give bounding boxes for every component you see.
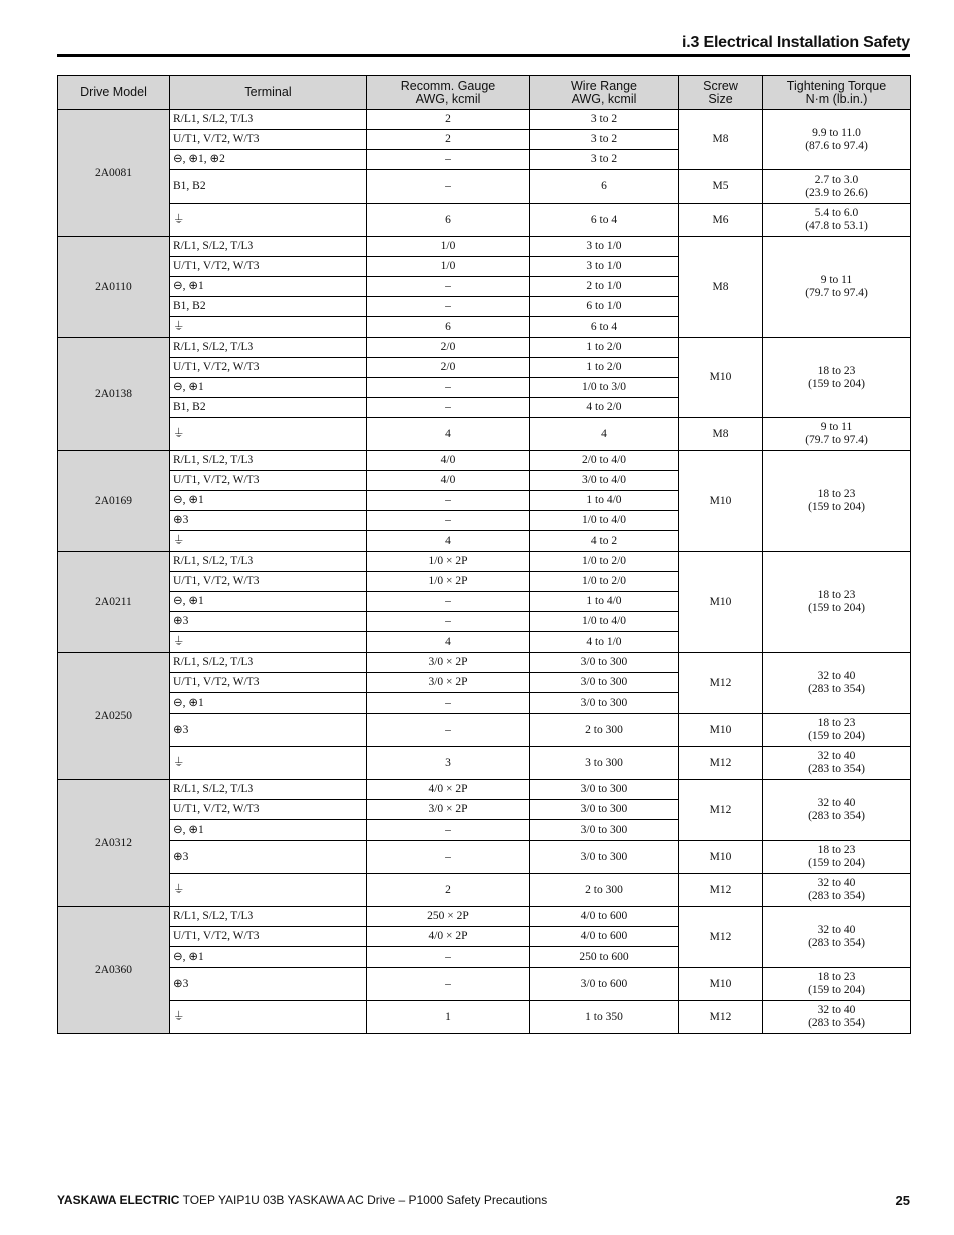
recomm-gauge-cell: – [367, 398, 530, 418]
wire-range-cell: 1/0 to 3/0 [530, 378, 679, 398]
wire-range-cell: 6 to 4 [530, 317, 679, 338]
recomm-gauge-cell: – [367, 277, 530, 297]
screw-size-cell: M10 [679, 338, 763, 418]
recomm-gauge-cell: – [367, 612, 530, 632]
wire-range-cell: 2 to 300 [530, 714, 679, 747]
wire-range-cell: 1/0 to 2/0 [530, 552, 679, 572]
wire-range-cell: 1/0 to 4/0 [530, 612, 679, 632]
torque-cell: 18 to 23 (159 to 204) [763, 338, 911, 418]
footer-brand: YASKAWA ELECTRIC [57, 1193, 180, 1207]
recomm-gauge-cell: – [367, 297, 530, 317]
torque-cell: 9.9 to 11.0 (87.6 to 97.4) [763, 110, 911, 170]
terminal-cell: U/T1, V/T2, W/T3 [170, 572, 367, 592]
terminal-cell: R/L1, S/L2, T/L3 [170, 237, 367, 257]
table-row [58, 170, 911, 204]
terminal-cell: B1, B2 [170, 297, 367, 317]
terminal-cell: U/T1, V/T2, W/T3 [170, 471, 367, 491]
wire-range-cell: 3 to 2 [530, 150, 679, 170]
recomm-gauge-cell: 3 [367, 747, 530, 780]
drive-model-cell: 2A0360 [58, 907, 170, 1034]
section-title: i.3 Electrical Installation Safety [682, 34, 910, 51]
page-number: 25 [895, 1193, 910, 1208]
torque-cell: 18 to 23 (159 to 204) [763, 714, 911, 747]
terminal-cell: ⏚ [170, 632, 367, 653]
screw-size-cell: M12 [679, 874, 763, 907]
recomm-gauge-cell: 4 [367, 418, 530, 451]
recomm-gauge-cell: 1/0 [367, 237, 530, 257]
torque-cell: 18 to 23 (159 to 204) [763, 451, 911, 552]
wire-range-cell: 3/0 to 300 [530, 653, 679, 673]
recomm-gauge-cell: – [367, 947, 530, 968]
wire-range-cell: 2 to 300 [530, 874, 679, 907]
wire-range-cell: 3/0 to 600 [530, 968, 679, 1001]
col-recomm-gauge: Recomm. Gauge AWG, kcmil [367, 76, 530, 110]
table-row [58, 874, 911, 907]
screw-size-cell: M12 [679, 747, 763, 780]
recomm-gauge-cell: – [367, 820, 530, 841]
wire-range-cell: 3/0 to 300 [530, 693, 679, 714]
wire-range-cell: 4 [530, 418, 679, 451]
recomm-gauge-cell: 6 [367, 317, 530, 338]
wire-range-cell: 250 to 600 [530, 947, 679, 968]
col-terminal: Terminal [170, 76, 367, 110]
terminal-cell: ⊖, ⊕1 [170, 947, 367, 968]
wire-range-cell: 3/0 to 300 [530, 800, 679, 820]
torque-cell: 18 to 23 (159 to 204) [763, 841, 911, 874]
wire-range-cell: 6 to 4 [530, 204, 679, 237]
terminal-cell: U/T1, V/T2, W/T3 [170, 800, 367, 820]
recomm-gauge-cell: 2 [367, 874, 530, 907]
terminal-cell: ⊖, ⊕1, ⊕2 [170, 150, 367, 170]
terminal-cell: ⏚ [170, 1001, 367, 1034]
terminal-cell: R/L1, S/L2, T/L3 [170, 653, 367, 673]
terminal-cell: U/T1, V/T2, W/T3 [170, 130, 367, 150]
terminal-cell: B1, B2 [170, 170, 367, 204]
wire-range-cell: 4 to 2 [530, 531, 679, 552]
recomm-gauge-cell: 4/0 × 2P [367, 927, 530, 947]
recomm-gauge-cell: 6 [367, 204, 530, 237]
drive-model-cell: 2A0081 [58, 110, 170, 237]
terminal-cell: ⊕3 [170, 612, 367, 632]
recomm-gauge-cell: 4/0 [367, 471, 530, 491]
recomm-gauge-cell: – [367, 491, 530, 511]
table-row [58, 451, 911, 471]
wire-range-cell: 4 to 1/0 [530, 632, 679, 653]
wire-range-cell: 3 to 1/0 [530, 237, 679, 257]
wire-range-cell: 1 to 4/0 [530, 592, 679, 612]
recomm-gauge-cell: – [367, 170, 530, 204]
torque-cell: 32 to 40 (283 to 354) [763, 907, 911, 968]
torque-cell: 32 to 40 (283 to 354) [763, 1001, 911, 1034]
recomm-gauge-cell: 1/0 × 2P [367, 572, 530, 592]
recomm-gauge-cell: – [367, 150, 530, 170]
recomm-gauge-cell: 1/0 [367, 257, 530, 277]
terminal-cell: ⏚ [170, 874, 367, 907]
torque-cell: 2.7 to 3.0 (23.9 to 26.6) [763, 170, 911, 204]
wire-range-cell: 3 to 1/0 [530, 257, 679, 277]
screw-size-cell: M10 [679, 552, 763, 653]
table-row [58, 1001, 911, 1034]
table-row [58, 338, 911, 358]
terminal-cell: U/T1, V/T2, W/T3 [170, 257, 367, 277]
recomm-gauge-cell: 1/0 × 2P [367, 552, 530, 572]
wire-range-cell: 1 to 2/0 [530, 338, 679, 358]
terminal-cell: U/T1, V/T2, W/T3 [170, 358, 367, 378]
terminal-cell: R/L1, S/L2, T/L3 [170, 451, 367, 471]
screw-size-cell: M12 [679, 653, 763, 714]
table-row [58, 747, 911, 780]
wire-range-cell: 3/0 to 300 [530, 820, 679, 841]
wire-range-cell: 2 to 1/0 [530, 277, 679, 297]
table-row [58, 714, 911, 747]
screw-size-cell: M10 [679, 841, 763, 874]
recomm-gauge-cell: 3/0 × 2P [367, 800, 530, 820]
recomm-gauge-cell: – [367, 841, 530, 874]
terminal-cell: ⏚ [170, 418, 367, 451]
torque-cell: 32 to 40 (283 to 354) [763, 747, 911, 780]
terminal-cell: R/L1, S/L2, T/L3 [170, 780, 367, 800]
table-row [58, 418, 911, 451]
screw-size-cell: M5 [679, 170, 763, 204]
drive-model-cell: 2A0138 [58, 338, 170, 451]
torque-cell: 9 to 11 (79.7 to 97.4) [763, 418, 911, 451]
terminal-cell: R/L1, S/L2, T/L3 [170, 338, 367, 358]
wire-range-cell: 1/0 to 4/0 [530, 511, 679, 531]
recomm-gauge-cell: 4 [367, 531, 530, 552]
recomm-gauge-cell: 2 [367, 110, 530, 130]
torque-cell: 18 to 23 (159 to 204) [763, 552, 911, 653]
recomm-gauge-cell: – [367, 693, 530, 714]
table-row [58, 110, 911, 130]
torque-cell: 32 to 40 (283 to 354) [763, 780, 911, 841]
drive-model-cell: 2A0110 [58, 237, 170, 338]
torque-cell: 18 to 23 (159 to 204) [763, 968, 911, 1001]
screw-size-cell: M10 [679, 451, 763, 552]
wire-range-cell: 1 to 2/0 [530, 358, 679, 378]
recomm-gauge-cell: – [367, 592, 530, 612]
terminal-cell: ⊕3 [170, 968, 367, 1001]
recomm-gauge-cell: 2 [367, 130, 530, 150]
terminal-cell: U/T1, V/T2, W/T3 [170, 927, 367, 947]
terminal-cell: R/L1, S/L2, T/L3 [170, 552, 367, 572]
torque-cell: 32 to 40 (283 to 354) [763, 653, 911, 714]
wire-range-cell: 3 to 2 [530, 110, 679, 130]
table-row [58, 841, 911, 874]
wire-range-cell: 3/0 to 300 [530, 673, 679, 693]
col-drive-model: Drive Model [58, 76, 170, 110]
wire-range-cell: 4 to 2/0 [530, 398, 679, 418]
col-wire-range: Wire Range AWG, kcmil [530, 76, 679, 110]
table-row [58, 237, 911, 257]
torque-cell: 5.4 to 6.0 (47.8 to 53.1) [763, 204, 911, 237]
recomm-gauge-cell: 2/0 [367, 338, 530, 358]
terminal-cell: ⏚ [170, 531, 367, 552]
wire-range-cell: 1/0 to 2/0 [530, 572, 679, 592]
recomm-gauge-cell: 3/0 × 2P [367, 653, 530, 673]
wire-range-cell: 3/0 to 300 [530, 841, 679, 874]
table-row [58, 204, 911, 237]
col-tightening-torque: Tightening Torque N·m (lb.in.) [763, 76, 911, 110]
terminal-cell: ⏚ [170, 747, 367, 780]
screw-size-cell: M12 [679, 907, 763, 968]
table-row [58, 907, 911, 927]
screw-size-cell: M8 [679, 110, 763, 170]
terminal-cell: ⊖, ⊕1 [170, 378, 367, 398]
terminal-cell: ⊖, ⊕1 [170, 592, 367, 612]
drive-model-cell: 2A0211 [58, 552, 170, 653]
screw-size-cell: M8 [679, 237, 763, 338]
wire-range-cell: 3 to 300 [530, 747, 679, 780]
wire-range-cell: 4/0 to 600 [530, 907, 679, 927]
wire-range-cell: 6 to 1/0 [530, 297, 679, 317]
drive-model-cell: 2A0169 [58, 451, 170, 552]
footer-doc-title: TOEP YAIP1U 03B YASKAWA AC Drive – P1000 Safety Precautions [179, 1193, 548, 1207]
recomm-gauge-cell: 4/0 [367, 451, 530, 471]
table-row [58, 653, 911, 673]
table-row [58, 968, 911, 1001]
recomm-gauge-cell: – [367, 714, 530, 747]
table-row [58, 780, 911, 800]
wire-range-cell: 1 to 350 [530, 1001, 679, 1034]
wire-range-cell: 3/0 to 4/0 [530, 471, 679, 491]
terminal-cell: ⊕3 [170, 714, 367, 747]
recomm-gauge-cell: – [367, 968, 530, 1001]
screw-size-cell: M12 [679, 1001, 763, 1034]
page-footer [57, 1193, 910, 1207]
terminal-cell: R/L1, S/L2, T/L3 [170, 907, 367, 927]
screw-size-cell: M6 [679, 204, 763, 237]
recomm-gauge-cell: – [367, 511, 530, 531]
recomm-gauge-cell: 250 × 2P [367, 907, 530, 927]
terminal-cell: ⏚ [170, 204, 367, 237]
terminal-cell: ⊖, ⊕1 [170, 693, 367, 714]
screw-size-cell: M10 [679, 968, 763, 1001]
wire-range-cell: 3/0 to 300 [530, 780, 679, 800]
wire-range-cell: 3 to 2 [530, 130, 679, 150]
terminal-cell: ⊕3 [170, 511, 367, 531]
recomm-gauge-cell: – [367, 378, 530, 398]
terminal-cell: R/L1, S/L2, T/L3 [170, 110, 367, 130]
terminal-cell: ⊖, ⊕1 [170, 491, 367, 511]
wire-range-cell: 1 to 4/0 [530, 491, 679, 511]
recomm-gauge-cell: 1 [367, 1001, 530, 1034]
screw-size-cell: M10 [679, 714, 763, 747]
torque-cell: 32 to 40 (283 to 354) [763, 874, 911, 907]
terminal-cell: U/T1, V/T2, W/T3 [170, 673, 367, 693]
recomm-gauge-cell: 4/0 × 2P [367, 780, 530, 800]
screw-size-cell: M12 [679, 780, 763, 841]
screw-size-cell: M8 [679, 418, 763, 451]
terminal-cell: ⊕3 [170, 841, 367, 874]
wire-gauge-table [57, 75, 911, 1034]
col-screw-size: Screw Size [679, 76, 763, 110]
terminal-cell: ⏚ [170, 317, 367, 338]
wire-range-cell: 4/0 to 600 [530, 927, 679, 947]
recomm-gauge-cell: 4 [367, 632, 530, 653]
terminal-cell: ⊖, ⊕1 [170, 820, 367, 841]
wire-range-cell: 6 [530, 170, 679, 204]
drive-model-cell: 2A0312 [58, 780, 170, 907]
terminal-cell: B1, B2 [170, 398, 367, 418]
torque-cell: 9 to 11 (79.7 to 97.4) [763, 237, 911, 338]
drive-model-cell: 2A0250 [58, 653, 170, 780]
terminal-cell: ⊖, ⊕1 [170, 277, 367, 297]
recomm-gauge-cell: 2/0 [367, 358, 530, 378]
table-row [58, 552, 911, 572]
recomm-gauge-cell: 3/0 × 2P [367, 673, 530, 693]
wire-range-cell: 2/0 to 4/0 [530, 451, 679, 471]
table-header-row [58, 76, 911, 110]
header-rule [57, 54, 910, 57]
